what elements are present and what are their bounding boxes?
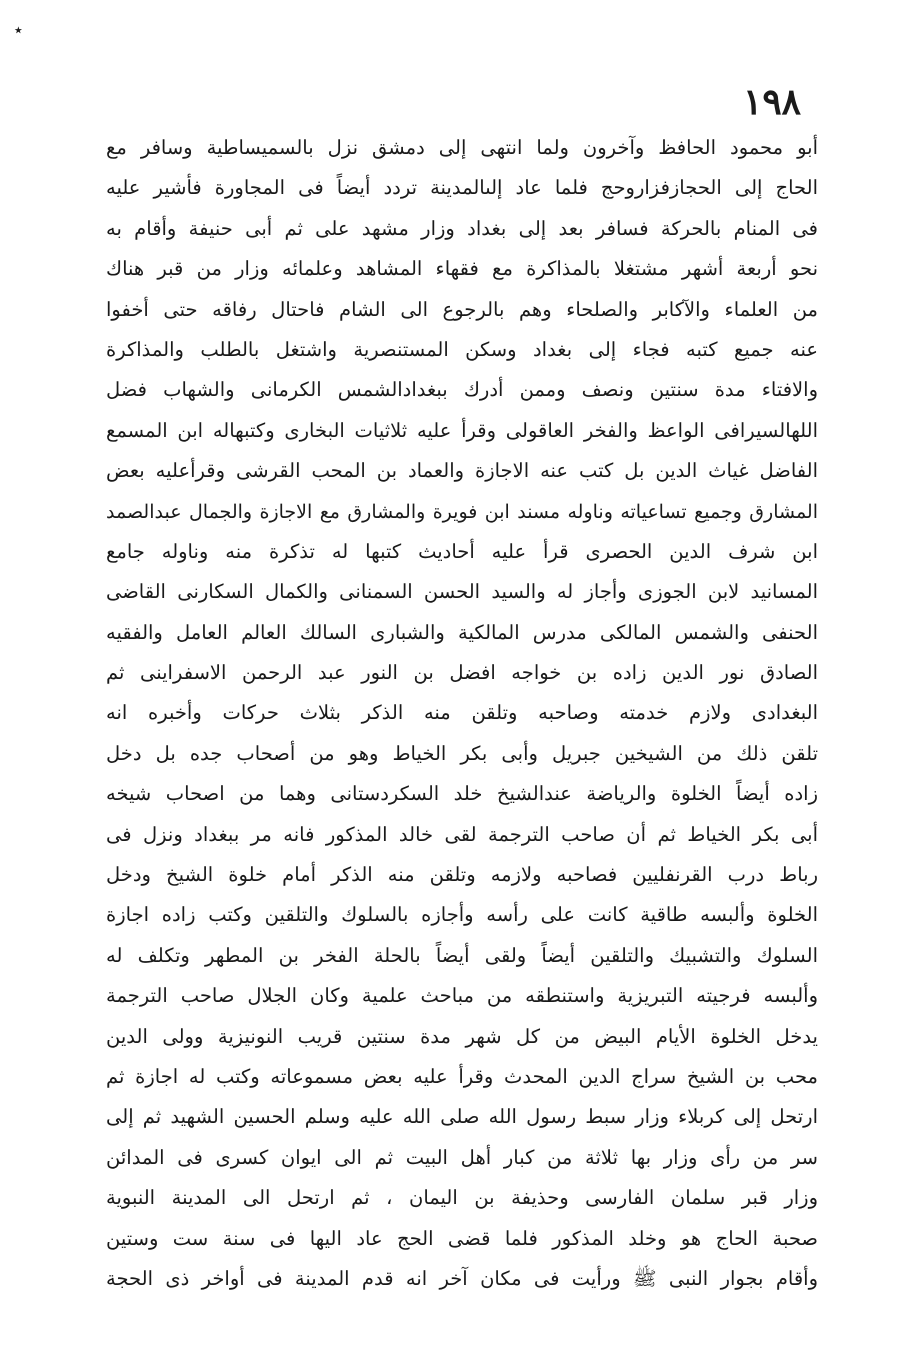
text-line: الخلوة وألبسه طاقية كانت على رأسه وأجازه بالسلوك والتلقين وكتب زاده اجازة [106, 903, 818, 927]
page-number: ١٩٨ [742, 81, 801, 123]
text-line: يدخل الخلوة الأيام البيض من كل شهر مدة سنتين قريب النونيزية وولى الدين [106, 1024, 818, 1048]
text-line: البغدادى ولازم خدمته وصاحبه وتلقن منه الذكر بثلاث حركات وأخبره انه [106, 701, 818, 725]
text-line: المسانيد لابن الجوزى وأجاز له والسيد الحسن السمنانى والكمال السكارنى القاضى [106, 580, 818, 604]
text-line: ارتحل إلى كربلاء وزار سبط رسول الله صلى الله عليه وسلم الحسين الشهيد ثم إلى [106, 1105, 818, 1129]
text-line: رباط درب القرنفليين فصاحبه ولازمه وتلقن منه الذكر أمام خلوة الشيخ ودخل [106, 863, 818, 887]
corner-mark: ٭ [14, 20, 23, 39]
text-line: وأقام بجوار النبى ﷺ ورأيت فى مكان آخر انه قدم المدينة فى أواخر ذى الحجة [106, 1266, 818, 1290]
text-line: أبو محمود الحافظ وآخرون ولما انتهى إلى دمشق نزل بالسميساطية وسافر مع [106, 136, 818, 159]
text-line: من العلماء والآكابر والصلحاء وهم بالرجوع الى الشام فاحتال رفاقه حتى أخفوا [106, 297, 818, 321]
text-line: صحبة الحاج هو وخلد المذكور فلما قضى الحج عاد اليها فى سنة ست وستين [106, 1226, 818, 1250]
text-line: تلقن ذلك من الشيخين جبريل وأبى بكر الخياط وهو من أصحاب جده بل دخل [106, 741, 818, 765]
text-line: وزار قبر سلمان الفارسى وحذيفة بن اليمان ، ثم ارتحل الى المدينة النبوية [106, 1186, 818, 1210]
text-line: ابن شرف الدين الحصرى قرأ عليه أحاديث كتبها له تذكرة منه وناوله جامع [106, 539, 818, 563]
text-line: سر من رأى وزار بها ثلاثة من كبار أهل البيت ثم الى ايوان كسرى فى المدائن [106, 1145, 818, 1169]
text-line: والافتاء مدة سنتين ونصف وممن أدرك ببغدادالشمس الكرمانى والشهاب فضل [106, 378, 818, 402]
body-text [106, 128, 818, 1299]
text-line: نحو أربعة أشهر مشتغلا بالمذاكرة مع فقهاء المشاهد وعلمائه وزار من قبر هناك [106, 257, 818, 281]
text-line: الفاضل غياث الدين بل كتب عنه الاجازة والعماد بن المحب القرشى وقرأعليه بعض [106, 459, 818, 483]
text-line: محب بن الشيخ سراج الدين المحدث وقرأ عليه بعض مسموعاته وكتب له اجازة ثم [106, 1064, 818, 1088]
text-line: الحاج إلى الحجازفزاروحج فلما عاد إلىالمدينة تردد أيضاً فى المجاورة فأشير عليه [106, 176, 818, 200]
text-line: أبى بكر الخياط ثم أن صاحب الترجمة لقى خالد المذكور فانه مر ببغداد ونزل فى [106, 822, 818, 846]
text-line: اللهالسيرافى الواعظ والفخر العاقولى وقرأ عليه ثلاثيات البخارى وكتبهاله ابن المسمع [106, 418, 818, 442]
text-line: زاده أيضاً الخلوة والرياضة عندالشيخ خلد السكردستانى وهما من اصحاب شيخه [106, 782, 818, 806]
text-line: فى المنام بالحركة فسافر بعد إلى بغداد وزار مشهد على ثم أبى حنيفة وأقام به [106, 216, 818, 240]
text-line: المشارق وجميع تساعياته وناوله مسند ابن فويرة والمشارق مع الاجازة والجمال عبدالصمد [106, 500, 818, 523]
text-line: الصادق نور الدين زاده بن خواجه افضل بن النور عبد الرحمن الاسفراينى ثم [106, 661, 818, 685]
text-line: السلوك والتشبيك والتلقين أيضاً ولقى أيضاً بالحلة الفخر بن المطهر وتكلف له [106, 943, 818, 967]
text-line: الحنفى والشمس المالكى مدرس المالكية والشبارى السالك العالم العامل والفقيه [106, 620, 818, 644]
text-line: وألبسه فرجيته التبريزية واستنطقه من مباحث علمية وكان الجلال صاحب الترجمة [106, 984, 818, 1008]
text-line: عنه جميع كتبه فجاء إلى بغداد وسكن المستنصرية واشتغل بالطلب والمذاكرة [106, 337, 818, 361]
